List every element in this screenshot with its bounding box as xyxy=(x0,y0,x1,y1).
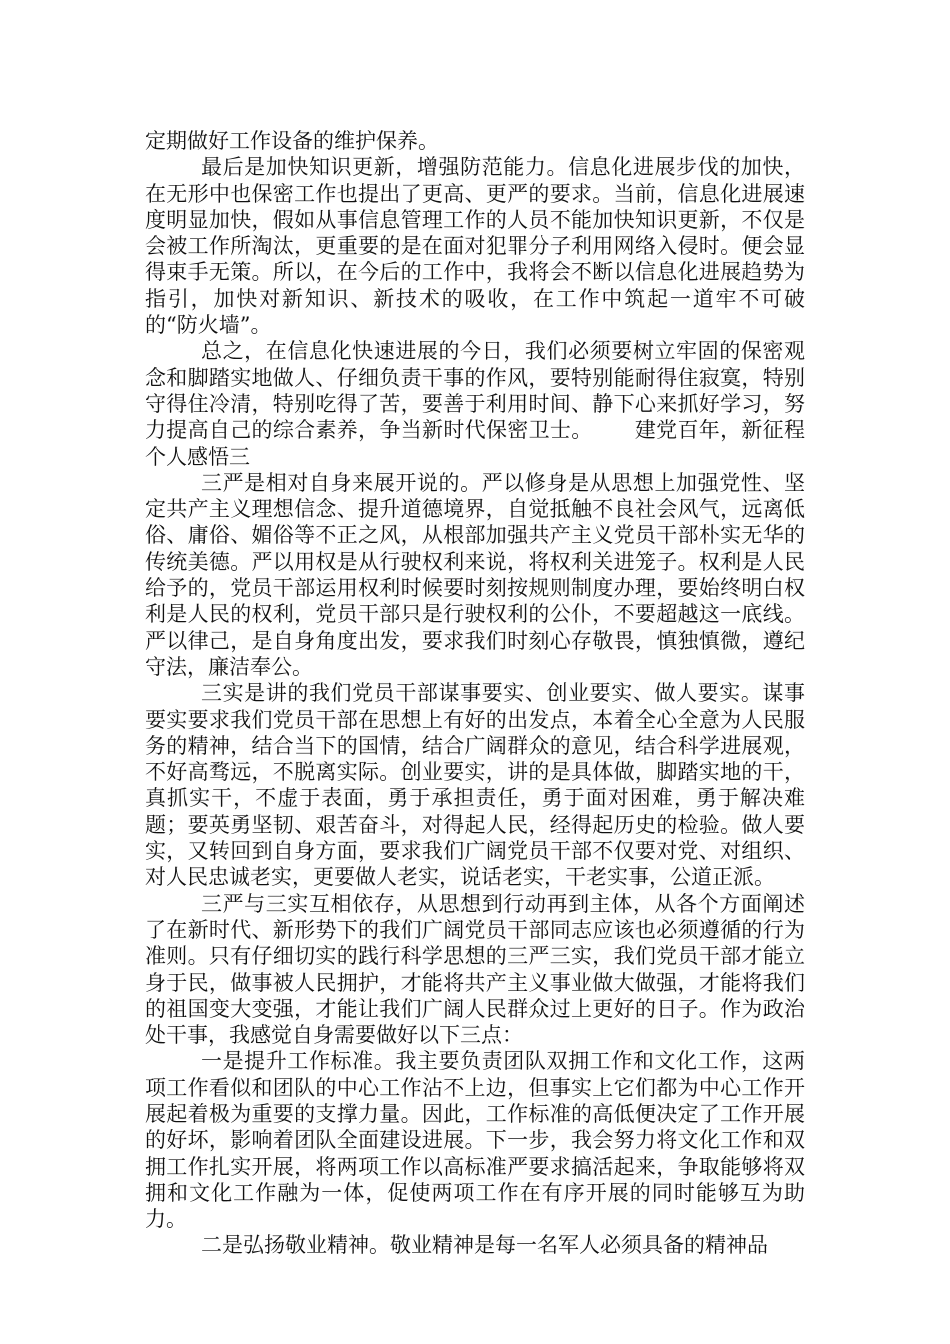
paragraph: 定期做好工作设备的维护保养。 xyxy=(145,129,439,153)
paragraph: 三实是讲的我们党员干部谋事要实、创业要实、做人要实。谋事要实要求我们党员干部在思想上有好的出发点，本着全心全意为人民服务的精神，结合当下的国情，结合广阔群众的意见，结合科学进展观，不好高骛远，不脱离实际。创业要实，讲的是具体做，脚踏实地的干，真抓实干，不虚于表面，勇于承担责任，勇于面对困难，勇于解决难题；要英勇坚韧、艰苦奋斗，对得起人民，经得起历史的检验。做人要实，又转回到自身方面，要求我们广阔党员干部不仅要对党、对组织、对人民忠诚老实，更要做人老实，说话老实，干老实事，公道正派。 xyxy=(145,681,805,890)
paragraph-text: 总之，在信息化快速进展的今日，我们必须要树立牢固的保密观念和脚踏实地做人、仔细负责干事的作风，要特别能耐得住寂寞，特别守得住冷清，特别吃得了苦，要善于利用时间、静下心来抓好学习，努力提高自己的综合素养，争当新时代保密卫士。 xyxy=(145,339,805,443)
document-body xyxy=(145,128,805,1259)
paragraph: 最后是加快知识更新，增强防范能力。信息化进展步伐的加快，在无形中也保密工作也提出了更高、更严的要求。当前，信息化进展速度明显加快，假如从事信息管理工作的人员不能加快知识更新，不仅是会被工作所淘汰，更重要的是在面对犯罪分子利用网络入侵时。便会显得束手无策。所以，在今后的工作中，我将会不断以信息化进展趋势为指引，加快对新知识、新技术的吸收，在工作中筑起一道牢不可破的“防火墙”。 xyxy=(145,155,805,338)
paragraph: 三严是相对自身来展开说的。严以修身是从思想上加强党性、坚定共产主义理想信念、提升道德境界，自觉抵触不良社会风气，远离低俗、庸俗、媚俗等不正之风，从根部加强共产主义党员干部朴实无华的传统美德。严以用权是从行驶权利来说，将权利关进笼子。权利是人民给予的，党员干部运用权利时候要时刻按规则制度办理，要始终明白权利是人民的权利，党员干部只是行驶权利的公仆，不要超越这一底线。严以律己，是自身角度出发，要求我们时刻心存敬畏，慎独慎微，遵纪守法，廉洁奉公。 xyxy=(145,470,805,679)
paragraph-with-heading xyxy=(145,338,805,469)
section-heading: 建党百年，新征程个人感悟三 xyxy=(145,418,805,469)
paragraph: 三严与三实互相依存，从思想到行动再到主体，从各个方面阐述了在新时代、新形势下的我们广阔党员干部同志应该也必须遵循的行为准则。只有仔细切实的践行科学思想的三严三实，我们党员干部才能立身于民，做事被人民拥护，才能将共产主义事业做大做强，才能将我们的祖国变大变强，才能让我们广阔人民群众过上更好的日子。作为政治处干事，我感觉自身需要做好以下三点： xyxy=(145,891,805,1048)
paragraph: 二是弘扬敬业精神。敬业精神是每一名军人必须具备的精神品 xyxy=(201,1233,768,1258)
paragraph: 一是提升工作标准。我主要负责团队双拥工作和文化工作，这两项工作看似和团队的中心工作沾不上边，但事实上它们都为中心工作开展起着极为重要的支撑力量。因此，工作标准的高低便决定了工作开展的好坏，影响着团队全面建设进展。下一步，我会努力将文化工作和双拥工作扎实开展，将两项工作以高标准严要求搞活起来，争取能够将双拥和文化工作融为一体，促使两项工作在有序开展的同时能够互为助力。 xyxy=(145,1049,805,1232)
